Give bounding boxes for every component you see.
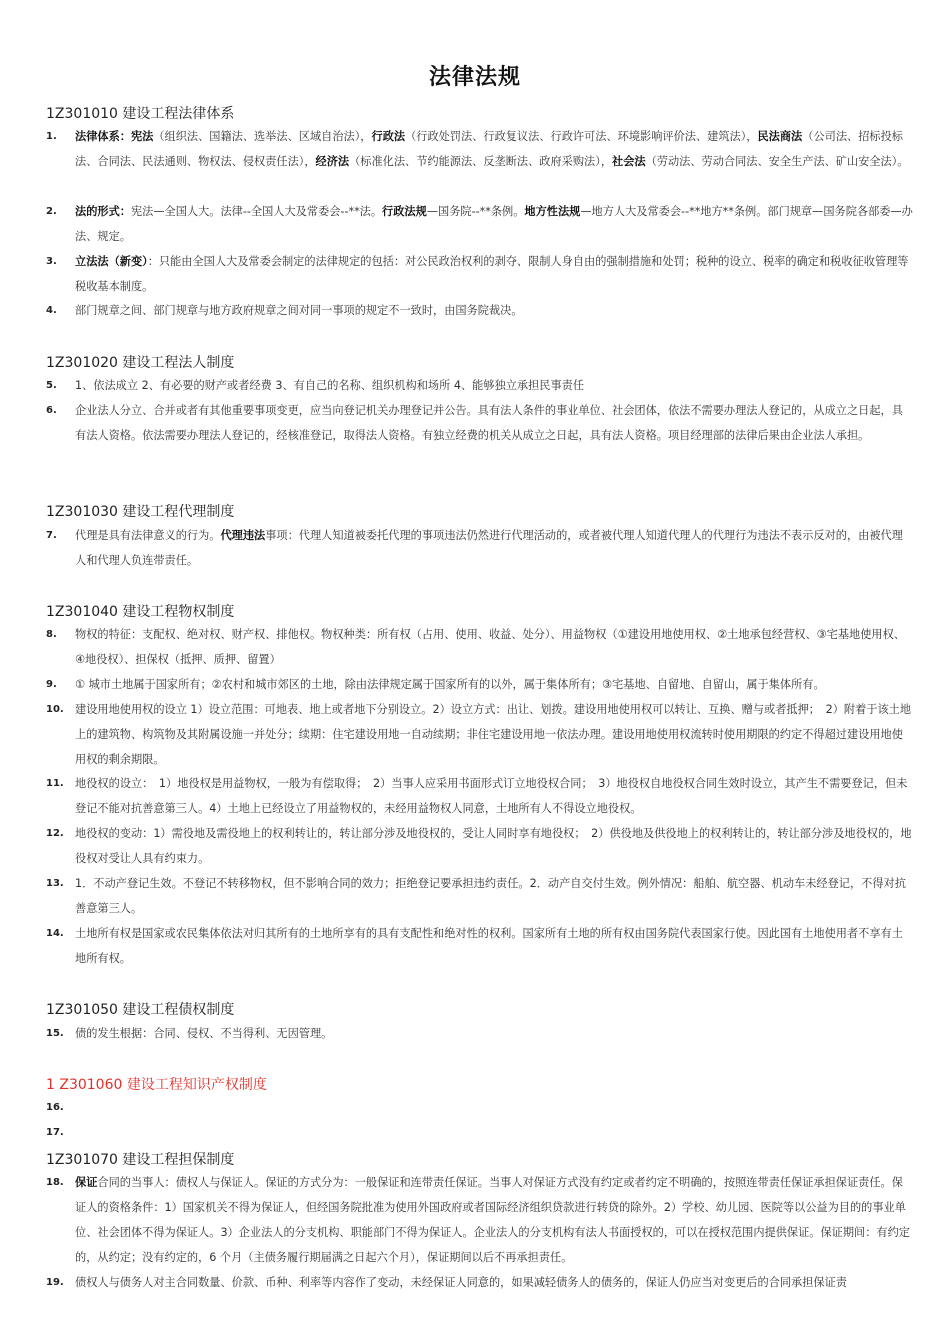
item-text: 保证合同的当事人：债权人与保证人。保证的方式分为：一般保证和连带责任保证。当事人对保证方式没有约定或者约定不明确的，按照连带责任保证承担保证责任。保证人的资格条件：1）国家机关不得为保证人，但经国务院批准为使用外国政府或者国际经济组织贷款进行转贷的除外。2）学校、幼儿园、医院等以公益为目的的事业单位、社会团体不得为保证人。3）企业法人的分支机构、职能部门不得为保证人。企业法人的分支机构有法人书面授权的，可以在授权范围内提供保证。保证期间：有约定的，从约定；没有约定的，6 个月（主债务履行期届满之日起六个月），保证期间以后不再承担责任。 <box>75 1176 910 1264</box>
item-number: 16. <box>46 1102 64 1113</box>
item-number: 8. <box>46 629 57 640</box>
item-text: 部门规章之间、部门规章与地方政府规章之间对同一事项的规定不一致时，由国务院裁决。 <box>75 304 523 317</box>
section-heading: 1Z301070 建设工程担保制度 <box>46 1152 235 1168</box>
section-heading: 1Z301010 建设工程法律体系 <box>46 106 235 122</box>
item-number: 3. <box>46 256 57 267</box>
item-number: 5. <box>46 380 57 391</box>
item-number: 18. <box>46 1177 64 1188</box>
item-text: 法律体系：宪法（组织法、国籍法、选举法、区域自治法），行政法（行政处罚法、行政复议法、行政许可法、环境影响评价法、建筑法），民法商法（公司法、招标投标法、合同法、民法通则、物权法、侵权责任法），经济法（标准化法、节约能源法、反垄断法、政府采购法），社会法（劳动法、劳动合同法、安全生产法、矿山安全法）。 <box>75 130 909 168</box>
item-number: 1. <box>46 131 57 142</box>
item-number: 11. <box>46 778 64 789</box>
item-number: 4. <box>46 305 57 316</box>
item-text: 1、依法成立 2、有必要的财产或者经费 3、有自己的名称、组织机构和场所 4、能够独立承担民事责任 <box>75 379 585 392</box>
section-heading: 1Z301030 建设工程代理制度 <box>46 504 235 520</box>
item-text: 企业法人分立、合并或者有其他重要事项变更，应当向登记机关办理登记并公告。具有法人条件的事业单位、社会团体，依法不需要办理法人登记的，从成立之日起，具有法人资格。依法需要办理法人登记的，经核准登记，取得法人资格。有独立经费的机关从成立之日起，具有法人资格。项目经理部的法律后果由企业法人承担。 <box>75 404 903 442</box>
item-text: 物权的特征：支配权、绝对权、财产权、排他权。物权种类：所有权（占用、使用、收益、处分）、用益物权（①建设用地使用权、②土地承包经营权、③宅基地使用权、④地役权）、担保权（抵押、质押、留置） <box>75 628 905 666</box>
section-heading: 1 Z301060 建设工程知识产权制度 <box>46 1077 267 1093</box>
item-text: 1．不动产登记生效。不登记不转移物权，但不影响合同的效力；拒绝登记要承担违约责任。2．动产自交付生效。例外情况：船舶、航空器、机动车未经登记，不得对抗善意第三人。 <box>75 877 906 915</box>
item-text: 土地所有权是国家或农民集体依法对归其所有的土地所享有的具有支配性和绝对性的权利。国家所有土地的所有权由国务院代表国家行使。因此国有土地使用者不享有土地所有权。 <box>75 927 903 965</box>
section-heading: 1Z301050 建设工程债权制度 <box>46 1002 235 1018</box>
section-heading: 1Z301020 建设工程法人制度 <box>46 355 235 371</box>
item-number: 6. <box>46 405 57 416</box>
item-text: 建设用地使用权的设立 1）设立范围：可地表、地上或者地下分别设立。2）设立方式：出让、划拨。建设用地使用权可以转让、互换、赠与或者抵押； 2）附着于该土地上的建筑物、构筑物及其附属设施一并处分；续期：住宅建设用地一自动续期；非住宅建设用地一依法办理。建设用地使用权流转时使用期限的约定不得超过建设用地使用权的剩余期限。 <box>75 703 912 766</box>
item-text: 债权人与债务人对主合同数量、价款、币种、利率等内容作了变动，未经保证人同意的，如果减轻债务人的债务的，保证人仍应当对变更后的合同承担保证责 <box>75 1276 847 1289</box>
item-text: 法的形式：宪法—全国人大。法律--全国人大及常委会--**法。行政法规—国务院--**条例。地方性法规—地方人大及常委会--**地方**条例。部门规章—国务院各部委—办法、规定。 <box>75 205 913 243</box>
item-text: 债的发生根据：合同、侵权、不当得利、无因管理。 <box>75 1027 333 1040</box>
item-number: 12. <box>46 828 64 839</box>
item-text: ① 城市土地属于国家所有；②农村和城市郊区的土地，除由法律规定属于国家所有的以外，属于集体所有；③宅基地、自留地、自留山，属于集体所有。 <box>75 678 825 691</box>
item-number: 7. <box>46 530 57 541</box>
item-text: 地役权的设立： 1）地役权是用益物权，一般为有偿取得； 2）当事人应采用书面形式订立地役权合同； 3）地役权自地役权合同生效时设立，其产生不需要登记，但未登记不能对抗善意第三人。4）土地上已经设立了用益物权的，未经用益物权人同意，土地所有人不得设立地役权。 <box>75 777 908 815</box>
item-number: 15. <box>46 1028 64 1039</box>
item-number: 10. <box>46 704 64 715</box>
item-number: 13. <box>46 878 64 889</box>
item-number: 17. <box>46 1127 64 1138</box>
item-number: 2. <box>46 206 57 217</box>
item-number: 19. <box>46 1277 64 1288</box>
item-number: 14. <box>46 928 64 939</box>
item-text: 立法法（新变）：只能由全国人大及常委会制定的法律规定的包括：对公民政治权利的剥夺、限制人身自由的强制措施和处罚；税种的设立、税率的确定和税收征收管理等税收基本制度。 <box>75 255 909 293</box>
item-text: 地役权的变动：1）需役地及需役地上的权利转让的，转让部分涉及地役权的，受让人同时享有地役权； 2）供役地及供役地上的权利转让的，转让部分涉及地役权的，地役权对受让人具有约束力。 <box>75 827 912 865</box>
item-number: 9. <box>46 679 57 690</box>
page-title: 法律法规 <box>428 65 521 90</box>
item-text: 代理是具有法律意义的行为。代理违法事项：代理人知道被委托代理的事项违法仍然进行代理活动的，或者被代理人知道代理人的代理行为违法不表示反对的，由被代理人和代理人负连带责任。 <box>75 529 903 567</box>
section-heading: 1Z301040 建设工程物权制度 <box>46 604 235 620</box>
